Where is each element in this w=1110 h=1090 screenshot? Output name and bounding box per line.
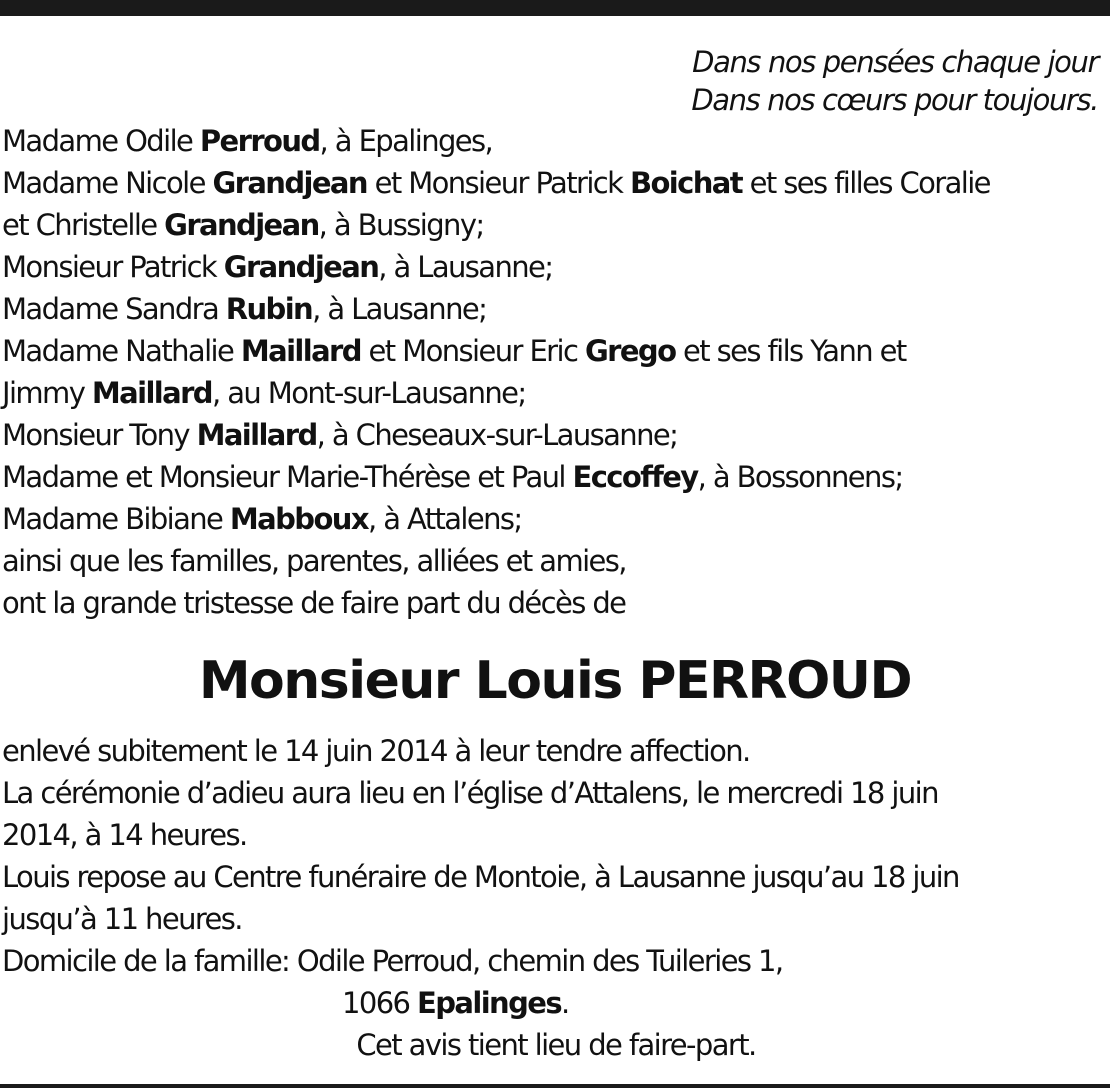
deceased-name-heading: Monsieur Louis PERROUD	[198, 651, 912, 711]
intro-line-2: ont la grande tristesse de faire part du décès de	[2, 586, 626, 620]
family-surname: Boichat	[629, 166, 742, 200]
family-surname: Rubin	[225, 292, 313, 326]
family-member-line: Jimmy Maillard, au Mont-sur-Lausanne;	[2, 376, 526, 410]
family-surname: Maillard	[91, 376, 212, 410]
closing-note: Cet avis tient lieu de faire-part.	[356, 1028, 756, 1062]
family-surname: Maillard	[240, 334, 361, 368]
family-surname: Maillard	[196, 418, 317, 452]
family-member-line: Monsieur Patrick Grandjean, à Lausanne;	[2, 250, 553, 284]
family-surname: Grego	[584, 334, 676, 368]
details-line-6: Domicile de la famille: Odile Perroud, chemin des Tuileries 1,	[2, 944, 783, 978]
epitaph-line-1: Dans nos pensées chaque jour	[692, 45, 1098, 79]
intro-line-1: ainsi que les familles, parentes, alliées et amies,	[2, 544, 626, 578]
address-town: Epalinges	[417, 986, 561, 1020]
family-member-line: Madame Sandra Rubin, à Lausanne;	[2, 292, 487, 326]
family-member-line: Madame Bibiane Mabboux, à Attalens;	[2, 502, 522, 536]
family-surname: Grandjean	[223, 250, 379, 284]
details-line-1: enlevé subitement le 14 juin 2014 à leur tendre affection.	[2, 734, 750, 768]
details-line-4: Louis repose au Centre funéraire de Montoie, à Lausanne jusqu’au 18 juin	[2, 860, 959, 894]
family-member-line: Madame Nicole Grandjean et Monsieur Patrick Boichat et ses filles Coralie	[2, 166, 990, 200]
family-surname: Eccoffey	[572, 460, 698, 494]
epitaph-line-2: Dans nos cœurs pour toujours.	[691, 83, 1098, 117]
obituary-notice	[0, 16, 1110, 1066]
family-surname: Perroud	[199, 124, 320, 158]
family-member-line: Madame et Monsieur Marie-Thérèse et Paul Eccoffey, à Bossonnens;	[2, 460, 903, 494]
family-surname: Grandjean	[212, 166, 367, 200]
details-line-2: La cérémonie d’adieu aura lieu en l’église d’Attalens, le mercredi 18 juin	[2, 776, 938, 810]
family-member-line: et Christelle Grandjean, à Bussigny;	[2, 208, 484, 242]
top-border-rule	[0, 0, 1110, 16]
bottom-border-rule	[0, 1084, 1110, 1088]
details-line-5: jusqu’à 11 heures.	[2, 902, 242, 936]
family-member-line: Madame Odile Perroud, à Epalinges,	[2, 124, 493, 158]
family-member-line: Monsieur Tony Maillard, à Cheseaux-sur-Lausanne;	[2, 418, 678, 452]
details-line-3: 2014, à 14 heures.	[2, 818, 247, 852]
family-surname: Mabboux	[229, 502, 368, 536]
family-surname: Grandjean	[164, 208, 319, 242]
address-line: 1066 Epalinges.	[342, 986, 569, 1020]
family-member-line: Madame Nathalie Maillard et Monsieur Eric Grego et ses fils Yann et	[2, 334, 906, 368]
